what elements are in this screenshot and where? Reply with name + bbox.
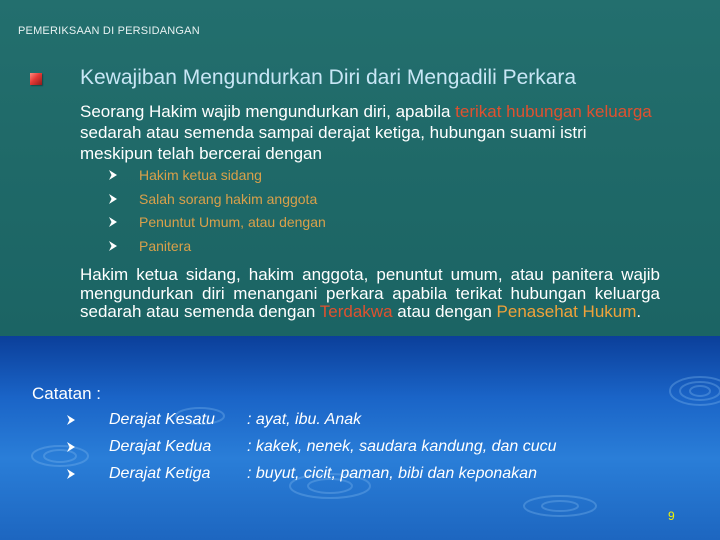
notes-label: Catatan : bbox=[32, 384, 101, 403]
note-degree-description: : kakek, nenek, saudara kandung, dan cucu bbox=[247, 438, 557, 455]
arrow-bullet-icon bbox=[66, 468, 76, 480]
paragraph-text: Hakim ketua sidang, hakim anggota, penuntut umum, atau panitera wajib mengundurkan diri menangani perkara apabila terikat hubungan keluarga sedarah atau semenda dengan bbox=[80, 265, 660, 321]
paragraph-text: Seorang Hakim wajib mengundurkan diri, apabila bbox=[80, 102, 456, 121]
slide-header: PEMERIKSAAN DI PERSIDANGAN bbox=[18, 25, 200, 37]
slide-title: Kewajiban Mengundurkan Diri dari Mengadili Perkara bbox=[80, 66, 577, 89]
note-degree-label: Derajat Ketiga bbox=[109, 465, 211, 482]
page-number: 9 bbox=[668, 509, 675, 523]
list-item-text: Hakim ketua sidang bbox=[139, 167, 262, 183]
note-degree-label: Derajat Kedua bbox=[109, 438, 212, 455]
list-item-text: Panitera bbox=[139, 237, 192, 254]
list-item-text: Penuntut Umum, atau dengan bbox=[139, 214, 326, 230]
note-degree-label: Derajat Kesatu bbox=[109, 411, 215, 428]
arrow-bullet-icon bbox=[108, 193, 118, 205]
arrow-bullet-icon bbox=[66, 441, 76, 453]
arrow-bullet-icon bbox=[66, 414, 76, 426]
highlight-penasehat-hukum: Penasehat Hukum bbox=[496, 302, 637, 321]
note-degree-description: : buyut, cicit, paman, bibi dan keponakan bbox=[247, 465, 537, 482]
highlight-family-relation: terikat hubungan keluarga bbox=[455, 102, 652, 121]
paragraph-text: sedarah atau semenda sampai derajat ketiga, hubungan suami istri meskipun telah bercerai dengan bbox=[80, 123, 587, 163]
paragraph-text: . bbox=[636, 302, 642, 321]
red-square-bullet-icon bbox=[30, 73, 42, 85]
note-degree-description: : ayat, ibu. Anak bbox=[247, 411, 362, 428]
paragraph-withdrawal bbox=[80, 266, 660, 322]
arrow-bullet-icon bbox=[108, 169, 118, 181]
arrow-bullet-icon bbox=[108, 240, 118, 252]
arrow-bullet-icon bbox=[108, 216, 118, 228]
list-item-text: Salah sorang hakim anggota bbox=[139, 190, 318, 207]
highlight-terdakwa: Terdakwa bbox=[319, 302, 393, 321]
paragraph-obligation bbox=[80, 101, 662, 164]
paragraph-text: atau dengan bbox=[392, 302, 497, 321]
